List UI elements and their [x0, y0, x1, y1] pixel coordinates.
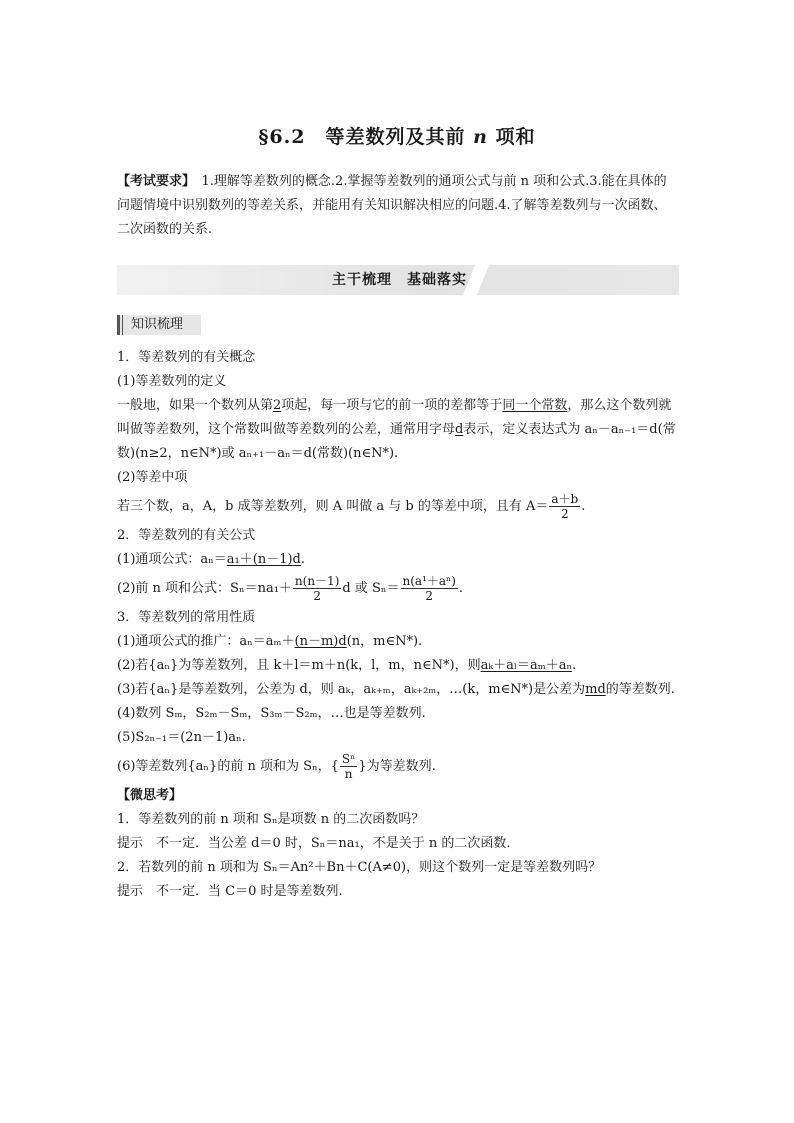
definition-paragraph: 一般地，如果一个数列从第2项起，每一项与它的前一项的差都等于同一个常数，那么这个数列就叫做等差数列，这个常数叫做等差数列的公差，通常用字母d表示，定义表达式为 aₙ－aₙ₋₁＝d(常数)(n≥2，n∈N*)或 aₙ₊₁－aₙ＝d(常数)(n∈N*). — [117, 398, 676, 461]
property-6: (6)等差数列{aₙ}的前 n 项和为 Sₙ，{ $\frac{\text{Sⁿ}}{n}$ }为等差数列. — [117, 752, 436, 781]
knowledge-badge — [117, 315, 201, 335]
property-6-fraction: $\frac{\text{Sⁿ}}{n}$ — [341, 752, 356, 781]
section-banner — [117, 265, 679, 295]
title-var: n — [473, 126, 488, 148]
property-4: (4)数列 Sₘ，S₂ₘ－Sₘ，S₃ₘ－S₂ₘ，…也是等差数列. — [117, 706, 426, 721]
property-2: (2)若{aₙ}为等差数列，且 k＋l＝m＋n(k，l，m，n∈N*)，则aₖ＋aₗ＝aₘ＋aₙ. — [117, 658, 577, 673]
banner-text: 主干梳理 基础落实 — [332, 272, 467, 288]
page-title — [0, 122, 794, 149]
general-term-formula: (1)通项公式：aₙ＝a₁＋(n－1)d. — [117, 552, 306, 567]
badge-label: 知识梳理 — [131, 317, 184, 332]
requirements-text: 1.理解等差数列的概念.2.掌握等差数列的通项公式与前 n 项和公式.3.能在具体的问题情境中识别数列的等差关系，并能用有关知识解决相应的问题.4.了解等差数列与一次函数、二次函数的关系. — [117, 174, 667, 237]
think-question-2: 2．若数列的前 n 项和为 Sₙ＝An²＋Bn＋C(A≠0)，则这个数列一定是等差数列吗？ — [117, 860, 602, 875]
think-tag: 【微思考】 — [117, 788, 183, 803]
think-question-1: 1．等差数列的前 n 项和 Sₙ是项数 n 的二次函数吗？ — [117, 812, 425, 827]
requirements-tag: 【考试要求】 — [117, 174, 189, 189]
sum-fraction-2: $\frac{\text{n(a¹＋aⁿ)}}{2}$ — [402, 574, 456, 603]
title-prefix: §6.2 等差数列及其前 — [258, 126, 474, 148]
think-answer-2: 提示 不一定．当 C＝0 时是等差数列. — [117, 884, 343, 899]
exam-requirements — [117, 170, 679, 242]
property-3: (3)若{aₙ}是等差数列，公差为 d，则 aₖ，aₖ₊ₘ，aₖ₊₂ₘ，…(k，m∈N*)是公差为md的等差数列. — [117, 682, 675, 697]
think-answer-1: 提示 不一定．当公差 d＝0 时，Sₙ＝na₁，不是关于 n 的二次函数． — [117, 836, 520, 851]
title-suffix: 项和 — [487, 126, 536, 148]
section-3-heading: 3．等差数列的常用性质 — [117, 610, 256, 625]
middle-term-fraction: $\frac{a+b}{2}$ — [551, 492, 579, 521]
property-1: (1)通项公式的推广：aₙ＝aₘ＋(n－m)d(n，m∈N*). — [117, 634, 423, 649]
section-1-sub2: (2)等差中项 — [117, 470, 188, 485]
sum-formula: (2)前 n 项和公式：Sₙ＝na₁＋ $\frac{n(n-1)}{2}$ d 或 Sₙ＝ $\frac{\text{n(a¹＋aⁿ)}}{2}$ . — [117, 574, 464, 603]
middle-term-paragraph: 若三个数，a，A，b 成等差数列，则 A 叫做 a 与 b 的等差中项，且有 A＝ $\frac{a+b}{2}$ . — [117, 492, 586, 521]
main-content — [117, 346, 679, 904]
section-1-sub1: (1)等差数列的定义 — [117, 374, 227, 389]
sum-fraction-1: $\frac{n(n-1)}{2}$ — [294, 574, 340, 603]
badge-bars-icon — [117, 315, 128, 335]
section-1-heading: 1．等差数列的有关概念 — [117, 350, 256, 365]
section-2-heading: 2．等差数列的有关公式 — [117, 528, 256, 543]
property-5: (5)S₂ₙ₋₁＝(2n－1)aₙ. — [117, 730, 246, 745]
